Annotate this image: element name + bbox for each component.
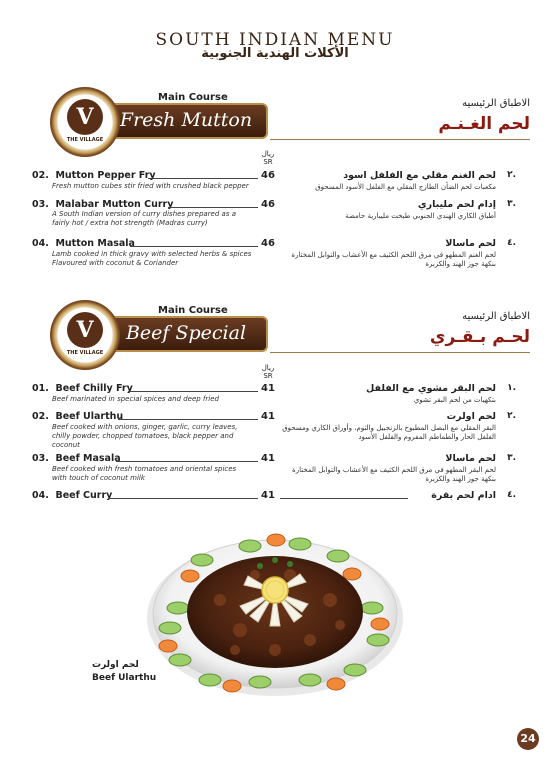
ar-item-number: ٣.	[507, 453, 516, 463]
dot-leader	[116, 461, 258, 462]
logo-brand: THE VILLAGE	[66, 137, 104, 143]
restaurant-logo	[50, 87, 120, 157]
dot-leader	[108, 498, 258, 499]
ar-item-description: مكعبات لحم الضأن الطازج المقلي مع الفلفل الأسود المسحوق	[315, 183, 496, 191]
ar-item-description: لحم الغنم المطهو في مرق اللحم الكثيف مع الأعشاب والتوابل المختارة بنكهة جوز الهند والكزبرة	[291, 251, 496, 268]
price-column-head	[256, 150, 280, 166]
menu-item-description: Fresh mutton cubes stir fried with crushed black pepper	[52, 182, 249, 190]
course-label: Main Course	[158, 92, 228, 103]
ar-item-name: إدام لحم مليباري	[417, 199, 496, 210]
item-price: 41	[261, 490, 275, 501]
ar-section-title: لحـم بـقـري	[429, 327, 530, 347]
menu-item-name: 02. Mutton Pepper Fry	[32, 170, 156, 181]
menu-item-name: 03. Beef Masala	[32, 453, 121, 464]
menu-item-description: Lamb cooked in thick gravy with selected herbs & spices Flavoured with coconut & Coriander	[52, 250, 252, 267]
menu-item-description: A South Indian version of curry dishes prepared as a fairly hot / extra hot strength (Madras curry)	[52, 210, 236, 227]
ar-item-name: لحم الغنم مقلي مع الفلفل اسود	[343, 170, 496, 181]
course-label: Main Course	[158, 305, 228, 316]
menu-title-arabic: الأكلات الهندية الجنوبية	[201, 46, 349, 61]
banner-title: Fresh Mutton	[119, 109, 253, 131]
dot-leader	[130, 246, 258, 247]
ar-item-description: بتكهيات من لحم البقر تشوي	[413, 396, 496, 404]
ar-section-title: لحم الغـنـم	[438, 114, 530, 134]
item-price: 46	[261, 170, 275, 181]
dot-leader	[168, 207, 258, 208]
item-price: 41	[261, 383, 275, 394]
currency-en: SR	[263, 372, 273, 380]
ar-item-description: أطباق الكاري الهندي الجنوبي طبخت مليبارية حامضة	[345, 212, 496, 220]
ar-course-label: الاطباق الرئيسيه	[462, 311, 530, 322]
banner-title: Beef Special	[125, 322, 247, 344]
ar-course-label: الاطباق الرئيسيه	[462, 98, 530, 109]
ar-item-name: لحم ماسالا	[445, 453, 496, 464]
dot-leader	[128, 391, 258, 392]
currency-en: SR	[263, 158, 273, 166]
dot-leader	[148, 178, 258, 179]
menu-item-description: Beef cooked with fresh tomatoes and oriental spices with touch of coconut milk	[52, 465, 237, 482]
ar-item-number: ٤.	[507, 238, 516, 248]
item-price: 41	[261, 411, 275, 422]
restaurant-logo	[50, 300, 120, 370]
logo-mark: V	[67, 312, 103, 348]
ar-item-number: ٢.	[507, 170, 516, 180]
price-column-head	[256, 364, 280, 380]
section-banner	[30, 306, 270, 364]
logo-brand: THE VILLAGE	[66, 350, 104, 356]
item-price: 46	[261, 199, 275, 210]
ar-item-description: البقر المقلي مع البصل المطبوخ بالزنجبيل والثوم، وأوراق الكاري ومسحوق الفلفل الحار والطماطم المفروم والفلفل الأسود	[282, 424, 496, 441]
ar-item-name: ادام لحم بقرة	[431, 490, 496, 501]
section-banner	[30, 93, 270, 151]
menu-item-name: 03. Malabar Mutton Curry	[32, 199, 174, 210]
dot-leader	[118, 419, 258, 420]
logo-mark: V	[67, 99, 103, 135]
ar-item-name: لحم ماسالا	[445, 238, 496, 249]
ar-item-number: ٣.	[507, 199, 516, 209]
photo-caption: Beef Ularthu	[92, 673, 157, 683]
menu-item-name: 02. Beef Ularthu	[32, 411, 124, 422]
photo-caption-arabic: لحم اولرت	[92, 660, 139, 670]
ar-item-name: لحم اولرت	[446, 411, 496, 422]
ar-item-number: ٤.	[507, 490, 516, 500]
page-number: 24	[517, 728, 539, 750]
item-price: 41	[261, 453, 275, 464]
menu-item-description: Beef marinated in special spices and deep fried	[52, 395, 219, 403]
menu-item-name: 04. Beef Curry	[32, 490, 113, 501]
dish-illustration	[140, 530, 410, 700]
menu-item-name: 01. Beef Chilly Fry	[32, 383, 133, 394]
currency-ar: ريال	[261, 364, 275, 372]
menu-item-name: 04. Mutton Masala	[32, 238, 135, 249]
ar-item-number: ٢.	[507, 411, 516, 421]
ar-item-number: ١.	[507, 383, 516, 393]
menu-title: SOUTH INDIAN MENU	[155, 30, 395, 50]
section-rule	[270, 352, 530, 353]
ar-item-name: لحم البقر مشوي مع الفلفل	[366, 383, 496, 394]
ar-item-description: لحم البقر المطهو في مرق اللحم الكثيف مع الأعشاب والتوابل المختارة بنكهة جوز الهند والكزبرة	[292, 466, 496, 483]
currency-ar: ريال	[261, 150, 275, 158]
dish-photo	[140, 530, 410, 700]
item-price: 46	[261, 238, 275, 249]
menu-item-description: Beef cooked with onions, ginger, garlic, curry leaves, chilly powder, chopped tomatoes, black pepper and coconut	[52, 423, 238, 449]
section-rule	[270, 139, 530, 140]
